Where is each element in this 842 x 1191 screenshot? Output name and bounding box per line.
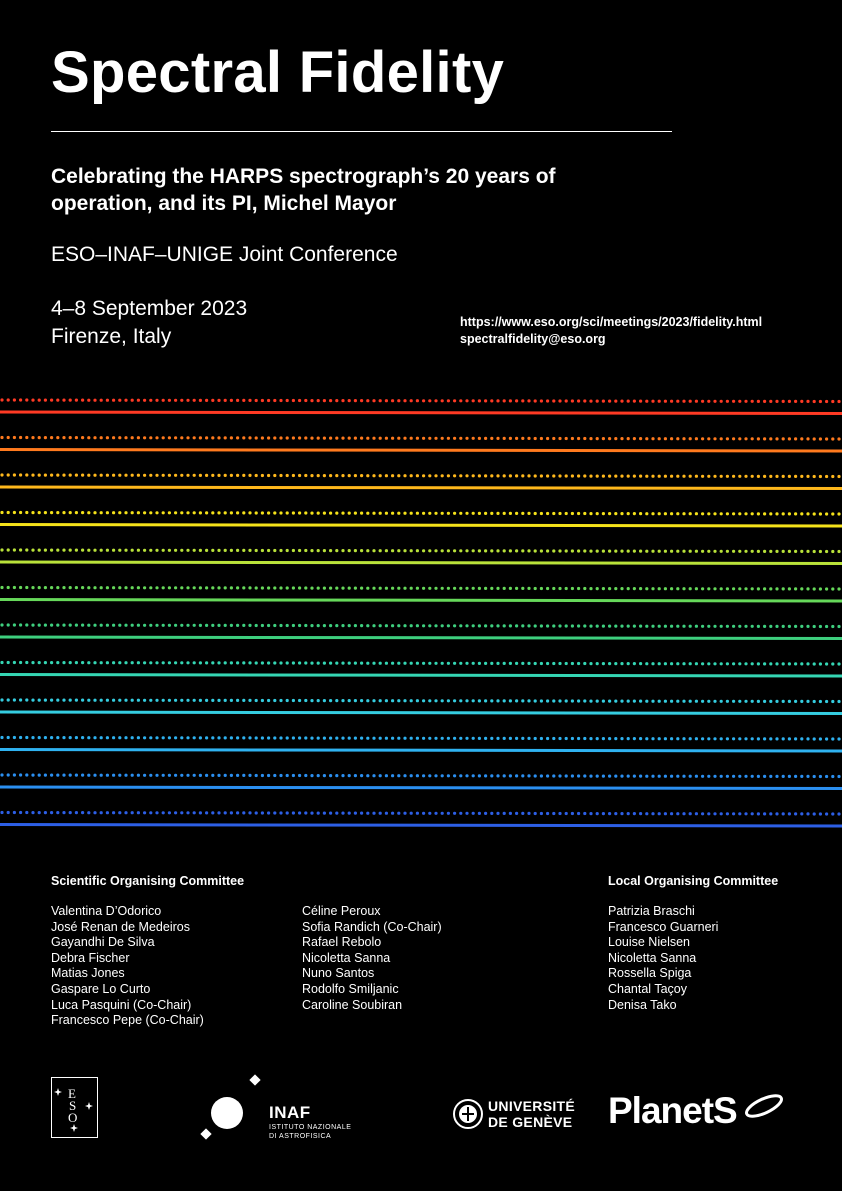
eso-letter-e: E [68,1086,76,1101]
soc-member: Debra Fischer [51,950,130,965]
spectral-order [0,548,842,563]
soc-list-col1 [51,904,204,1029]
loc-heading: Local Organising Committee [608,874,779,888]
unige-line2: DE GENÈVE [488,1114,573,1130]
spectral-order [0,398,842,413]
loc-member: Nicoletta Sanna [608,950,697,965]
loc-member: Francesco Guarneri [608,919,719,934]
soc-member: Francesco Pepe (Co-Chair) [51,1013,204,1028]
title-divider [51,131,672,132]
eso-letter-s: S [69,1098,77,1113]
soc-member: Rodolfo Smiljanic [302,981,399,996]
soc-member: Matias Jones [51,966,125,981]
unige-name [488,1098,575,1130]
planets-ring-icon [742,1086,786,1126]
spectral-order [0,586,842,601]
soc-heading: Scientific Organising Committee [51,874,245,888]
unige-seal-icon [452,1098,484,1130]
spectral-order [0,811,842,826]
soc-member: Caroline Soubiran [302,997,403,1012]
conference-date: 4–8 September 2023 [51,297,248,320]
spectral-order [0,661,842,676]
joint-conference-label: ESO–INAF–UNIGE Joint Conference [51,243,398,266]
eso-logo [51,1077,98,1138]
contact-email-link[interactable]: spectralfidelity@eso.org [460,332,606,346]
eso-letter-o: O [68,1110,78,1125]
soc-member: Gaspare Lo Curto [51,981,151,996]
soc-member: José Renan de Medeiros [51,919,190,934]
conference-url-link[interactable]: https://www.eso.org/sci/meetings/2023/fidelity.html [460,315,763,329]
poster-subtitle: Celebrating the HARPS spectrograph’s 20 years of operation, and its PI, Michel Mayor [51,165,556,215]
inaf-sub-line2: DI ASTROFISICA [269,1133,332,1140]
soc-member: Sofia Randich (Co-Chair) [302,919,442,934]
inaf-name: INAF [269,1103,311,1122]
soc-member: Luca Pasquini (Co-Chair) [51,997,192,1012]
contact-info [460,314,762,348]
soc-member: Nicoletta Sanna [302,950,391,965]
spectral-order [0,436,842,451]
spectral-order [0,736,842,751]
inaf-subtitle [269,1123,351,1141]
soc-member: Céline Peroux [302,904,381,918]
poster-title: Spectral Fidelity [51,40,505,105]
eso-star-icon [52,1078,96,1136]
loc-member: Chantal Taçoy [608,981,687,996]
loc-member: Patrizia Braschi [608,904,695,918]
loc-member: Rossella Spiga [608,966,692,981]
spectral-order [0,511,842,526]
soc-member: Valentina D’Odorico [51,904,162,918]
spectrum-image [0,385,842,835]
spectral-order [0,773,842,788]
unige-line1: UNIVERSITÉ [488,1098,576,1114]
planets-logo: PlanetS [608,1090,737,1131]
spectral-order [0,698,842,713]
loc-member: Louise Nielsen [608,935,690,950]
spectral-order [0,623,842,638]
loc-list [608,904,718,1013]
soc-member: Rafael Rebolo [302,935,382,950]
date-location [51,295,247,351]
soc-member: Gayandhi De Silva [51,935,155,950]
soc-member: Nuno Santos [302,966,375,981]
soc-list-col2 [302,904,442,1013]
inaf-sub-line1: ISTITUTO NAZIONALE [269,1124,352,1131]
loc-member: Denisa Tako [608,997,677,1012]
conference-location: Firenze, Italy [51,325,172,348]
inaf-logo-icon [196,1073,268,1145]
spectral-order [0,473,842,488]
